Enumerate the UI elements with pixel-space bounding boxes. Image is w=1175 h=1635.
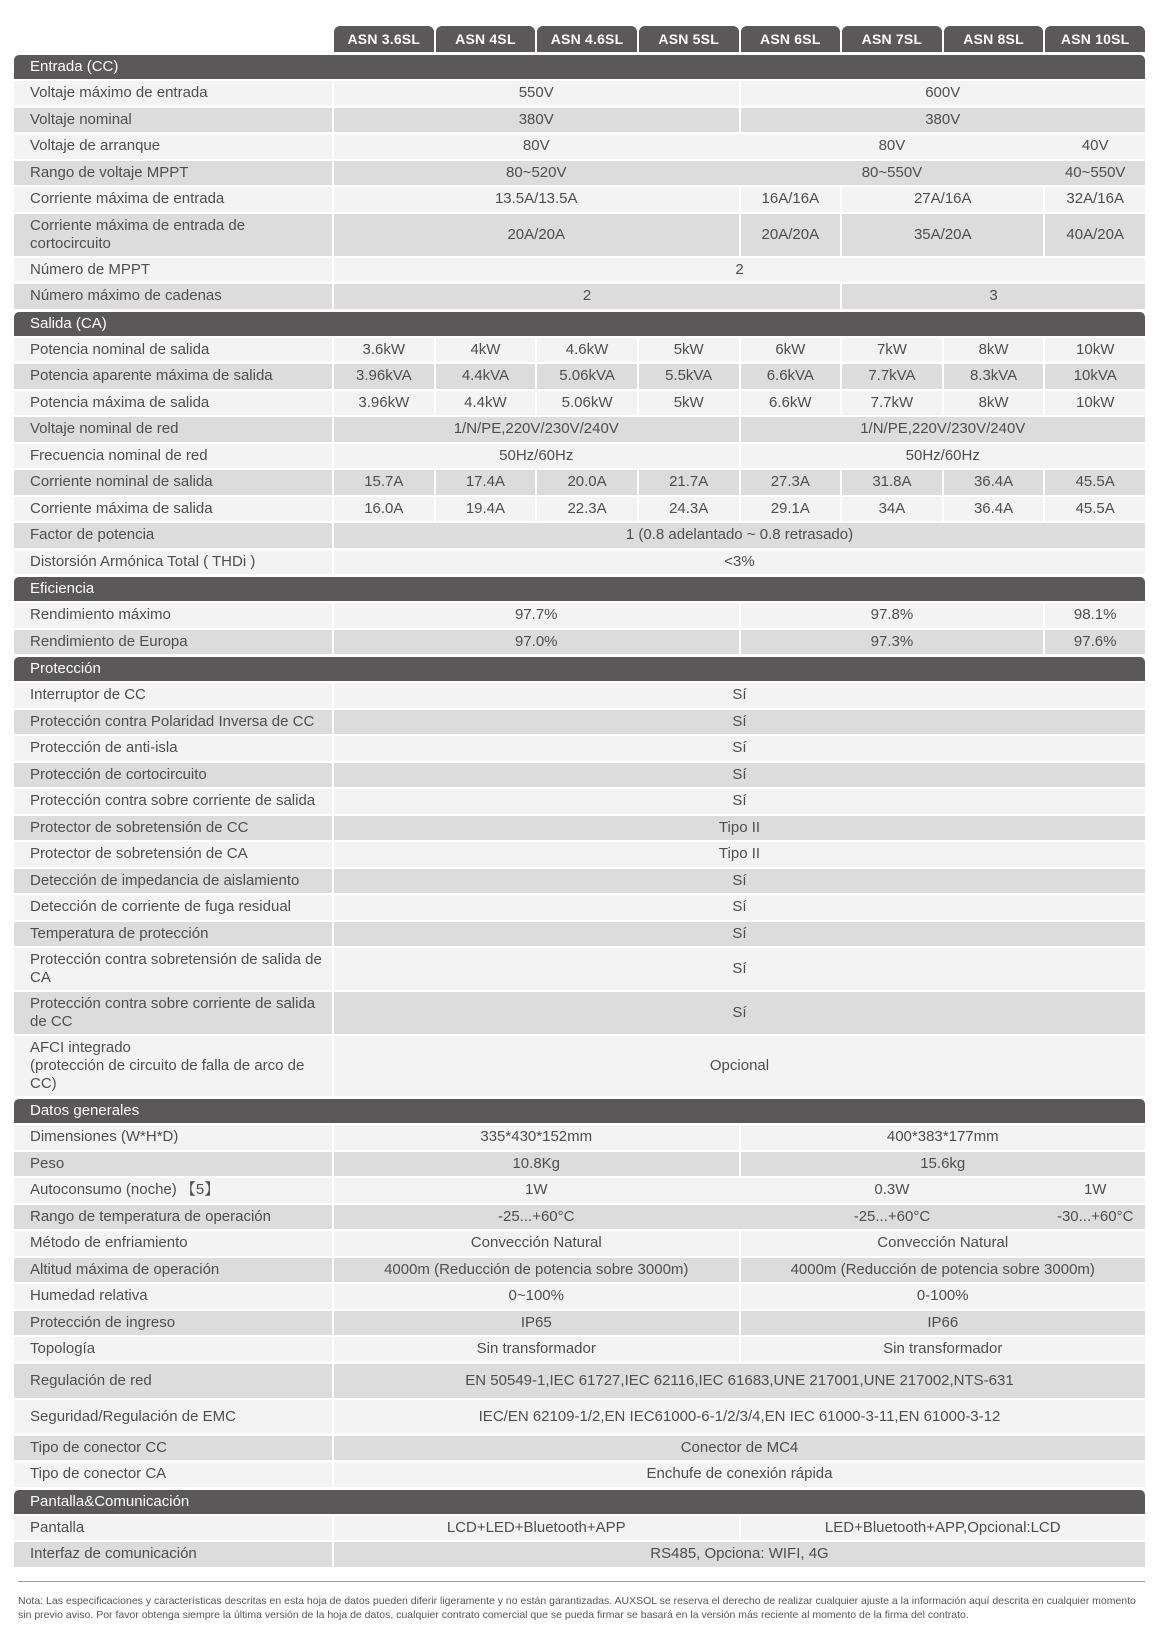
spec-label: Rango de temperatura de operación bbox=[14, 1205, 332, 1230]
spec-label: Factor de potencia bbox=[14, 523, 332, 548]
spec-value: 400*383*177mm bbox=[739, 1125, 1146, 1150]
spec-value: Sin transformador bbox=[332, 1337, 739, 1362]
spec-value: 15.7A bbox=[332, 470, 434, 495]
spec-value: Sí bbox=[332, 895, 1145, 920]
spec-label: Protección contra sobre corriente de salida bbox=[14, 789, 332, 814]
spec-value: 8kW bbox=[942, 338, 1044, 363]
spec-label: Tipo de conector CA bbox=[14, 1462, 332, 1487]
spec-value: 1/N/PE,220V/230V/240V bbox=[332, 417, 739, 442]
spec-value: 3.96kVA bbox=[332, 364, 434, 389]
spec-row bbox=[14, 108, 1145, 133]
spec-value: 5.06kW bbox=[535, 391, 637, 416]
spec-value: 600V bbox=[739, 81, 1146, 106]
spec-value: 0-100% bbox=[739, 1284, 1146, 1309]
spec-label: Corriente máxima de entrada bbox=[14, 187, 332, 212]
spec-value: 80~520V bbox=[332, 161, 739, 186]
spec-value: 45.5A bbox=[1043, 470, 1145, 495]
model-column-header: ASN 8SL bbox=[944, 26, 1044, 52]
spec-value: 335*430*152mm bbox=[332, 1125, 739, 1150]
model-header-row bbox=[14, 26, 1145, 52]
spec-value: 97.7% bbox=[332, 603, 739, 628]
spec-value: 17.4A bbox=[434, 470, 536, 495]
spec-row bbox=[14, 523, 1145, 548]
spec-row bbox=[14, 603, 1145, 628]
spec-value: 29.1A bbox=[739, 497, 841, 522]
spec-label: Protección contra Polaridad Inversa de CC bbox=[14, 710, 332, 735]
spec-label: Seguridad/Regulación de EMC bbox=[14, 1400, 332, 1434]
spec-value: 22.3A bbox=[535, 497, 637, 522]
spec-label: Peso bbox=[14, 1152, 332, 1177]
spec-row bbox=[14, 895, 1145, 920]
spec-value: 20.0A bbox=[535, 470, 637, 495]
spec-row bbox=[14, 948, 1145, 990]
spec-label: Voltaje nominal de red bbox=[14, 417, 332, 442]
spec-label: Voltaje nominal bbox=[14, 108, 332, 133]
spec-value: 4.6kW bbox=[535, 338, 637, 363]
spec-label: Topología bbox=[14, 1337, 332, 1362]
spec-label: Protección de anti-isla bbox=[14, 736, 332, 761]
spec-value: 10kW bbox=[1043, 338, 1145, 363]
spec-value: 2 bbox=[332, 258, 1145, 283]
spec-label: Detección de impedancia de aislamiento bbox=[14, 869, 332, 894]
spec-value: 6.6kVA bbox=[739, 364, 841, 389]
spec-row bbox=[14, 1542, 1145, 1567]
spec-row bbox=[14, 869, 1145, 894]
spec-label: Temperatura de protección bbox=[14, 922, 332, 947]
spec-value: 40~550V bbox=[1043, 161, 1145, 186]
spec-value: 27A/16A bbox=[840, 187, 1043, 212]
spec-value: Sí bbox=[332, 683, 1145, 708]
spec-row bbox=[14, 187, 1145, 212]
model-column-header: ASN 4SL bbox=[436, 26, 536, 52]
spec-value: 16.0A bbox=[332, 497, 434, 522]
spec-row bbox=[14, 1205, 1145, 1230]
spec-value: 21.7A bbox=[637, 470, 739, 495]
spec-value: 20A/20A bbox=[739, 214, 841, 256]
spec-value: 1W bbox=[1043, 1178, 1145, 1203]
footer bbox=[14, 1581, 1145, 1622]
spec-value: Sí bbox=[332, 789, 1145, 814]
spec-label: Altitud máxima de operación bbox=[14, 1258, 332, 1283]
spec-row bbox=[14, 550, 1145, 575]
spec-value: 1 (0.8 adelantado ~ 0.8 retrasado) bbox=[332, 523, 1145, 548]
spec-value: 4.4kVA bbox=[434, 364, 536, 389]
spec-value: 50Hz/60Hz bbox=[332, 444, 739, 469]
spec-row bbox=[14, 1152, 1145, 1177]
spec-label: Método de enfriamiento bbox=[14, 1231, 332, 1256]
footnote: Nota: Las especificaciones y características descritas en esta hoja de datos pueden diferir ligeramente y no están garantizadas. AUXSOL se reserva el derecho de realizar cualquier ajuste a la información aquí descrita en cualquier momento sin previo aviso. Por favor obtenga siempre la última versión de la hoja de datos, cualquier contrato comercial que se pueda firmar se basará en la versión más reciente al momento de la firma del contrato. bbox=[18, 1594, 1136, 1621]
spec-label: AFCI integrado (protección de circuito de falla de arco de CC) bbox=[14, 1036, 332, 1096]
spec-label: Protector de sobretensión de CA bbox=[14, 842, 332, 867]
spec-label: Tipo de conector CC bbox=[14, 1436, 332, 1461]
spec-value: Sí bbox=[332, 763, 1145, 788]
spec-label: Potencia nominal de salida bbox=[14, 338, 332, 363]
spec-row bbox=[14, 1337, 1145, 1362]
spec-sheet bbox=[14, 26, 1145, 1622]
spec-value: IP66 bbox=[739, 1311, 1146, 1336]
spec-label: Autoconsumo (noche) 【5】 bbox=[14, 1178, 332, 1203]
spec-value: -25...+60°C bbox=[739, 1205, 1044, 1230]
spec-value: 4000m (Reducción de potencia sobre 3000m) bbox=[332, 1258, 739, 1283]
spec-value: IP65 bbox=[332, 1311, 739, 1336]
spec-value: 550V bbox=[332, 81, 739, 106]
spec-value: 6kW bbox=[739, 338, 841, 363]
spec-row bbox=[14, 1516, 1145, 1541]
spec-row bbox=[14, 710, 1145, 735]
spec-value: 8kW bbox=[942, 391, 1044, 416]
spec-value: 24.3A bbox=[637, 497, 739, 522]
spec-value: 3.6kW bbox=[332, 338, 434, 363]
spec-label: Rendimiento máximo bbox=[14, 603, 332, 628]
spec-value: 19.4A bbox=[434, 497, 536, 522]
spec-value: Sí bbox=[332, 736, 1145, 761]
model-column-header: ASN 3.6SL bbox=[334, 26, 434, 52]
spec-label: Frecuencia nominal de red bbox=[14, 444, 332, 469]
spec-label: Rendimiento de Europa bbox=[14, 630, 332, 655]
spec-value: Sí bbox=[332, 710, 1145, 735]
spec-value: 7.7kW bbox=[840, 391, 942, 416]
spec-row bbox=[14, 134, 1145, 159]
spec-value: -25...+60°C bbox=[332, 1205, 739, 1230]
spec-label: Protección de cortocircuito bbox=[14, 763, 332, 788]
spec-value: 50Hz/60Hz bbox=[739, 444, 1146, 469]
spec-row bbox=[14, 630, 1145, 655]
spec-row bbox=[14, 1284, 1145, 1309]
spec-value: <3% bbox=[332, 550, 1145, 575]
spec-label: Corriente máxima de entrada de cortocircuito bbox=[14, 214, 332, 256]
model-column-header: ASN 6SL bbox=[741, 26, 841, 52]
spec-row bbox=[14, 1400, 1145, 1434]
section-header: Salida (CA) bbox=[14, 312, 1145, 336]
spec-value: EN 50549-1,IEC 61727,IEC 62116,IEC 61683,UNE 217001,UNE 217002,NTS-631 bbox=[332, 1364, 1145, 1398]
spec-row bbox=[14, 338, 1145, 363]
spec-value: 10.8Kg bbox=[332, 1152, 739, 1177]
spec-value: 97.8% bbox=[739, 603, 1044, 628]
spec-label: Número máximo de cadenas bbox=[14, 284, 332, 309]
spec-value: 45.5A bbox=[1043, 497, 1145, 522]
spec-label: Detección de corriente de fuga residual bbox=[14, 895, 332, 920]
spec-value: 31.8A bbox=[840, 470, 942, 495]
spec-value: RS485, Opciona: WIFI, 4G bbox=[332, 1542, 1145, 1567]
spec-value: LCD+LED+Bluetooth+APP bbox=[332, 1516, 739, 1541]
spec-label: Regulación de red bbox=[14, 1364, 332, 1398]
model-column-header: ASN 4.6SL bbox=[537, 26, 637, 52]
section-header: Entrada (CC) bbox=[14, 55, 1145, 79]
spec-row bbox=[14, 1436, 1145, 1461]
spec-value: 34A bbox=[840, 497, 942, 522]
spec-row bbox=[14, 789, 1145, 814]
spec-label: Interfaz de comunicación bbox=[14, 1542, 332, 1567]
spec-value: 35A/20A bbox=[840, 214, 1043, 256]
spec-value: 4000m (Reducción de potencia sobre 3000m) bbox=[739, 1258, 1146, 1283]
spec-value: 7kW bbox=[840, 338, 942, 363]
spec-value: Sí bbox=[332, 869, 1145, 894]
spec-value: 97.0% bbox=[332, 630, 739, 655]
spec-value: Sí bbox=[332, 922, 1145, 947]
section-header: Eficiencia bbox=[14, 577, 1145, 601]
spec-value: 36.4A bbox=[942, 470, 1044, 495]
spec-value: 32A/16A bbox=[1043, 187, 1145, 212]
section-header: Pantalla&Comunicación bbox=[14, 1490, 1145, 1514]
spec-label: Protección contra sobretensión de salida de CA bbox=[14, 948, 332, 990]
spec-row bbox=[14, 417, 1145, 442]
spec-value: 1W bbox=[332, 1178, 739, 1203]
spec-row bbox=[14, 284, 1145, 309]
spec-value: 97.6% bbox=[1043, 630, 1145, 655]
spec-value: 0.3W bbox=[739, 1178, 1044, 1203]
spec-label: Número de MPPT bbox=[14, 258, 332, 283]
spec-value: IEC/EN 62109-1/2,EN IEC61000-6-1/2/3/4,EN IEC 61000-3-11,EN 61000-3-12 bbox=[332, 1400, 1145, 1434]
spec-row bbox=[14, 992, 1145, 1034]
spec-row bbox=[14, 683, 1145, 708]
spec-value: 5kW bbox=[637, 391, 739, 416]
spec-label: Corriente máxima de salida bbox=[14, 497, 332, 522]
spec-value: 5.06kVA bbox=[535, 364, 637, 389]
spec-row bbox=[14, 214, 1145, 256]
spec-row bbox=[14, 258, 1145, 283]
spec-value: LED+Bluetooth+APP,Opcional:LCD bbox=[739, 1516, 1146, 1541]
spec-value: 380V bbox=[332, 108, 739, 133]
spec-label: Protección contra sobre corriente de salida de CC bbox=[14, 992, 332, 1034]
spec-label: Potencia aparente máxima de salida bbox=[14, 364, 332, 389]
spec-value: Enchufe de conexión rápida bbox=[332, 1462, 1145, 1487]
spec-value: 97.3% bbox=[739, 630, 1044, 655]
spec-value: 13.5A/13.5A bbox=[332, 187, 739, 212]
spec-value: 4kW bbox=[434, 338, 536, 363]
spec-row bbox=[14, 81, 1145, 106]
spec-value: 3 bbox=[840, 284, 1145, 309]
spec-label: Humedad relativa bbox=[14, 1284, 332, 1309]
spec-value: 0~100% bbox=[332, 1284, 739, 1309]
spec-value: 2 bbox=[332, 284, 840, 309]
spec-value: 8.3kVA bbox=[942, 364, 1044, 389]
spec-value: 80V bbox=[739, 134, 1044, 159]
spec-label: Protección de ingreso bbox=[14, 1311, 332, 1336]
spec-value: Sin transformador bbox=[739, 1337, 1146, 1362]
spec-value: Sí bbox=[332, 948, 1145, 990]
spec-value: Sí bbox=[332, 992, 1145, 1034]
spec-label: Pantalla bbox=[14, 1516, 332, 1541]
spec-row bbox=[14, 1125, 1145, 1150]
spec-row bbox=[14, 470, 1145, 495]
spec-label: Interruptor de CC bbox=[14, 683, 332, 708]
model-header-spacer bbox=[14, 26, 332, 52]
spec-label: Voltaje máximo de entrada bbox=[14, 81, 332, 106]
spec-value: 5kW bbox=[637, 338, 739, 363]
spec-row bbox=[14, 497, 1145, 522]
spec-value: 6.6kW bbox=[739, 391, 841, 416]
spec-row bbox=[14, 763, 1145, 788]
spec-value: 16A/16A bbox=[739, 187, 841, 212]
spec-row bbox=[14, 736, 1145, 761]
spec-value: 5.5kVA bbox=[637, 364, 739, 389]
spec-value: -30...+60°C bbox=[1043, 1205, 1145, 1230]
spec-value: Convección Natural bbox=[332, 1231, 739, 1256]
spec-label: Rango de voltaje MPPT bbox=[14, 161, 332, 186]
spec-value: 10kVA bbox=[1043, 364, 1145, 389]
spec-label: Potencia máxima de salida bbox=[14, 391, 332, 416]
spec-row bbox=[14, 1258, 1145, 1283]
spec-label: Corriente nominal de salida bbox=[14, 470, 332, 495]
spec-row bbox=[14, 816, 1145, 841]
section-header: Protección bbox=[14, 657, 1145, 681]
spec-sections bbox=[14, 55, 1145, 1567]
spec-value: 40A/20A bbox=[1043, 214, 1145, 256]
spec-row bbox=[14, 364, 1145, 389]
spec-value: Convección Natural bbox=[739, 1231, 1146, 1256]
spec-value: Opcional bbox=[332, 1036, 1145, 1096]
spec-label: Protector de sobretensión de CC bbox=[14, 816, 332, 841]
spec-row bbox=[14, 842, 1145, 867]
spec-row bbox=[14, 1178, 1145, 1203]
spec-value: 10kW bbox=[1043, 391, 1145, 416]
spec-value: 15.6kg bbox=[739, 1152, 1146, 1177]
model-column-header: ASN 10SL bbox=[1045, 26, 1145, 52]
spec-label: Voltaje de arranque bbox=[14, 134, 332, 159]
spec-value: Tipo II bbox=[332, 842, 1145, 867]
spec-value: 80~550V bbox=[739, 161, 1044, 186]
spec-row bbox=[14, 1036, 1145, 1096]
spec-row bbox=[14, 1364, 1145, 1398]
spec-label: Dimensiones (W*H*D) bbox=[14, 1125, 332, 1150]
spec-value: 380V bbox=[739, 108, 1146, 133]
spec-row bbox=[14, 391, 1145, 416]
spec-value: 80V bbox=[332, 134, 739, 159]
spec-row bbox=[14, 444, 1145, 469]
spec-label: Distorsión Armónica Total ( THDi ) bbox=[14, 550, 332, 575]
model-column-header: ASN 7SL bbox=[842, 26, 942, 52]
spec-value: 7.7kVA bbox=[840, 364, 942, 389]
footnote-divider bbox=[18, 1581, 1145, 1582]
spec-value: 3.96kW bbox=[332, 391, 434, 416]
spec-value: 20A/20A bbox=[332, 214, 739, 256]
section-header: Datos generales bbox=[14, 1099, 1145, 1123]
spec-row bbox=[14, 1231, 1145, 1256]
spec-row bbox=[14, 1311, 1145, 1336]
spec-value: 27.3A bbox=[739, 470, 841, 495]
spec-value: 98.1% bbox=[1043, 603, 1145, 628]
spec-value: Conector de MC4 bbox=[332, 1436, 1145, 1461]
spec-row bbox=[14, 1462, 1145, 1487]
model-column-header: ASN 5SL bbox=[639, 26, 739, 52]
spec-row bbox=[14, 922, 1145, 947]
spec-value: 4.4kW bbox=[434, 391, 536, 416]
spec-row bbox=[14, 161, 1145, 186]
spec-value: Tipo II bbox=[332, 816, 1145, 841]
spec-value: 1/N/PE,220V/230V/240V bbox=[739, 417, 1146, 442]
spec-value: 36.4A bbox=[942, 497, 1044, 522]
spec-value: 40V bbox=[1043, 134, 1145, 159]
